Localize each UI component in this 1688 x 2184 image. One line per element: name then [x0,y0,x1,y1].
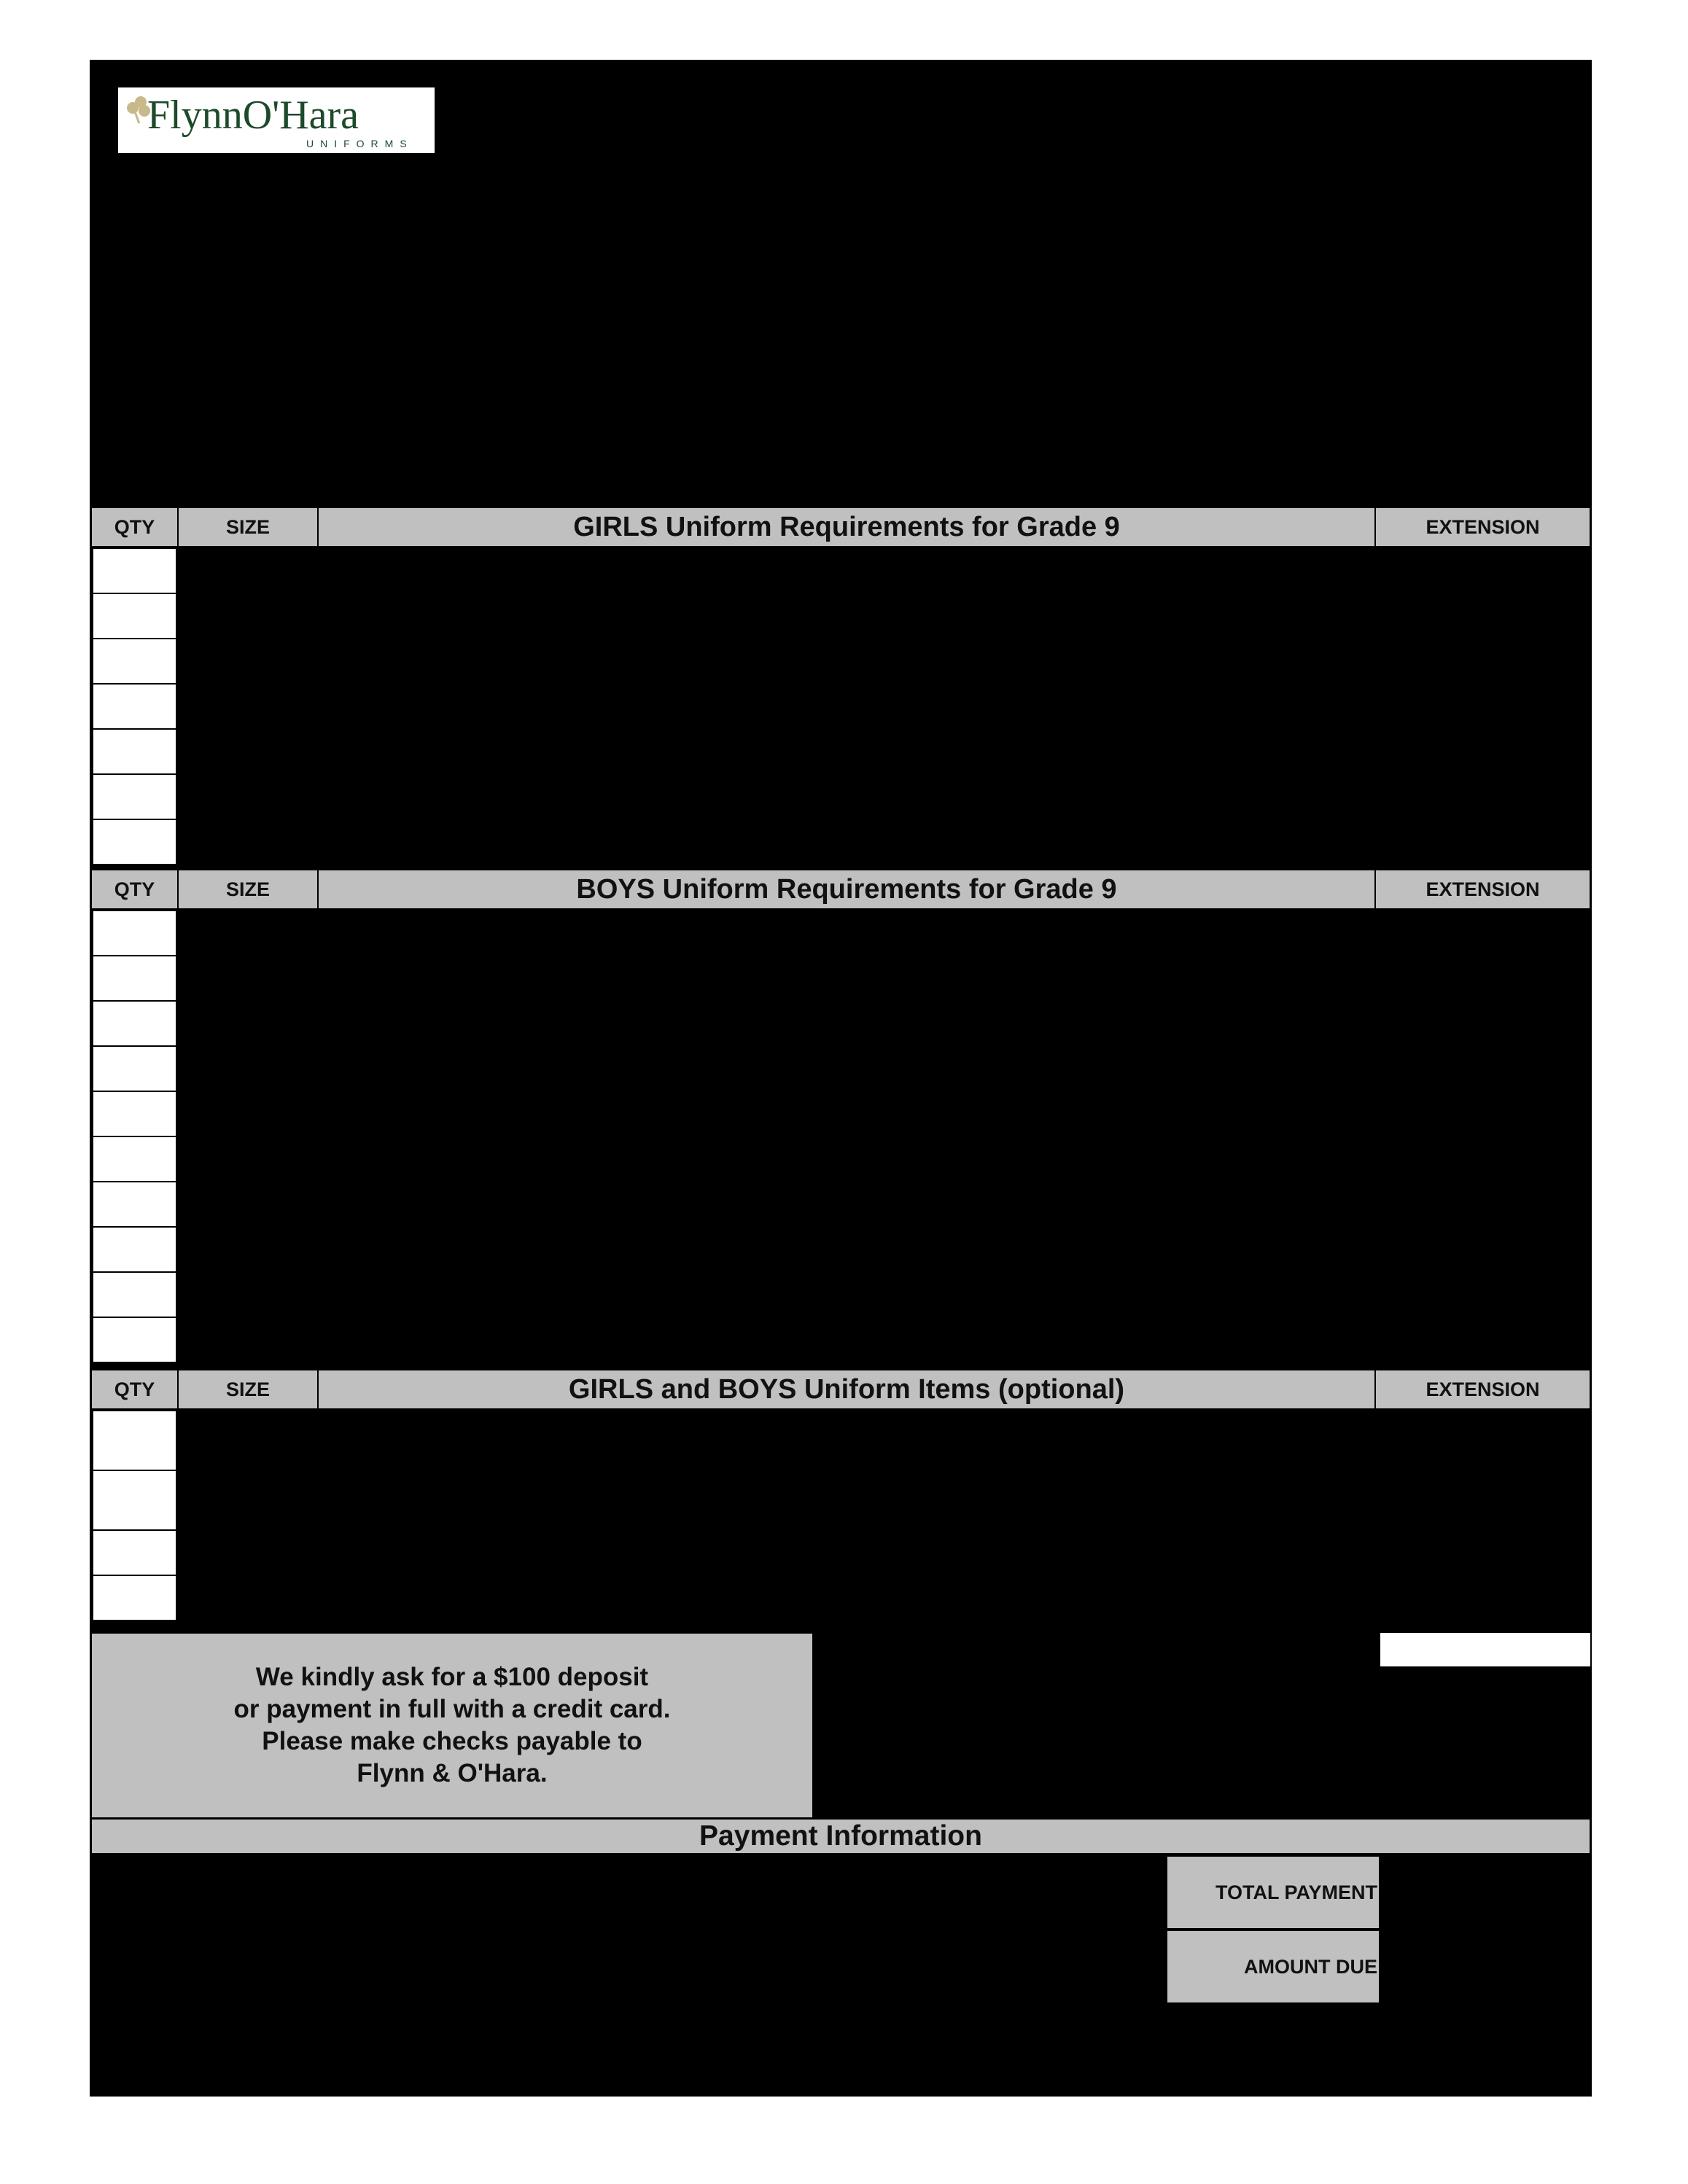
section3-qty-header: QTY [90,1369,179,1410]
girls-qty-input[interactable] [92,773,177,820]
section1-size-header: SIZE [177,507,319,547]
payment-information-header: Payment Information [90,1818,1591,1855]
amount-due-label: AMOUNT DUE [1167,1931,1379,2002]
girls-qty-input[interactable] [92,683,177,730]
boys-qty-input[interactable] [92,1317,177,1363]
section2-qty-header: QTY [90,869,179,910]
total-payment-label: TOTAL PAYMENT [1167,1857,1379,1928]
optional-qty-input[interactable] [92,1529,177,1576]
logo-graphic [118,87,435,153]
deposit-note-line: or payment in full with a credit card. [233,1695,671,1723]
svg-text:UNIFORMS: UNIFORMS [306,138,413,149]
boys-qty-input[interactable] [92,1271,177,1318]
section1-qty-header: QTY [90,507,179,547]
boys-qty-input[interactable] [92,1045,177,1092]
section1-extension-header: EXTENSION [1374,507,1591,547]
section2-size-header: SIZE [177,869,319,910]
optional-qty-input[interactable] [92,1575,177,1621]
girls-qty-input[interactable] [92,593,177,639]
section3-size-header: SIZE [177,1369,319,1410]
section2-title: BOYS Uniform Requirements for Grade 9 [317,869,1376,910]
deposit-note-line: Please make checks payable to [262,1727,642,1755]
section1-title: GIRLS Uniform Requirements for Grade 9 [317,507,1376,547]
boys-qty-input[interactable] [92,1136,177,1182]
girls-qty-input[interactable] [92,819,177,865]
boys-qty-input[interactable] [92,910,177,956]
section2-extension-header: EXTENSION [1374,869,1591,910]
flynn-ohara-logo [118,87,435,153]
boys-qty-input[interactable] [92,1226,177,1273]
section3-title: GIRLS and BOYS Uniform Items (optional) [317,1369,1376,1410]
svg-text:FlynnO'Hara: FlynnO'Hara [147,93,359,138]
girls-qty-input[interactable] [92,547,177,594]
boys-qty-input[interactable] [92,1091,177,1137]
boys-qty-input[interactable] [92,955,177,1002]
deposit-note-line: We kindly ask for a $100 deposit [255,1663,649,1691]
subtotal-field[interactable] [1380,1633,1590,1666]
section3-extension-header: EXTENSION [1374,1369,1591,1410]
girls-qty-input[interactable] [92,638,177,685]
boys-qty-input[interactable] [92,1000,177,1047]
optional-qty-input[interactable] [92,1470,177,1531]
girls-qty-input[interactable] [92,728,177,775]
deposit-note-line: Flynn & O'Hara. [357,1759,548,1787]
deposit-note [92,1634,812,1817]
optional-qty-input[interactable] [92,1410,177,1471]
boys-qty-input[interactable] [92,1181,177,1228]
